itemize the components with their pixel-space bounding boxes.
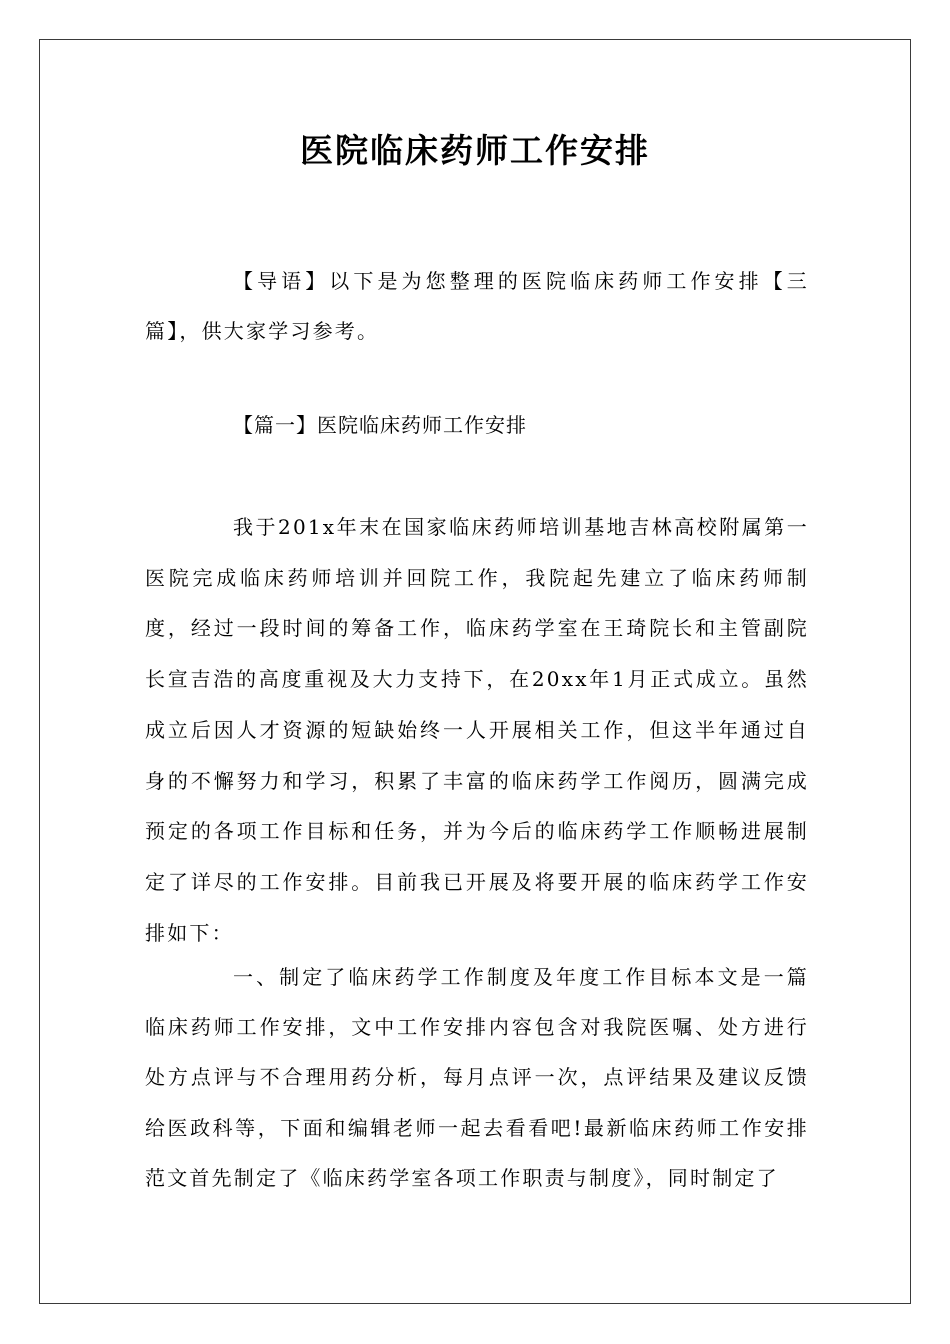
section-heading: 【篇一】医院临床药师工作安排 (233, 413, 527, 437)
body-paragraph-2: 一、制定了临床药学工作制度及年度工作目标本文是一篇临床药师工作安排，文中工作安排内容包含对我院医嘱、处方进行处方点评与不合理用药分析，每月点评一次，点评结果及建议反馈给医政科等，下面和编辑老师一起去看看吧!最新临床药师工作安排范文首先制定了《临床药学室各项工作职责与制度》，同时制定了 (145, 965, 809, 1190)
document-title: 医院临床药师工作安排 (300, 131, 650, 170)
body-paragraph-1: 我于201x年末在国家临床药师培训基地吉林高校附属第一医院完成临床药师培训并回院工作，我院起先建立了临床药师制度，经过一段时间的筹备工作，临床药学室在王琦院长和主管副院长宣吉浩的高度重视及大力支持下，在20xx年1月正式成立。虽然成立后因人才资源的短缺始终一人开展相关工作，但这半年通过自身的不懈努力和学习，积累了丰富的临床药学工作阅历，圆满完成预定的各项工作目标和任务，并为今后的临床药学工作顺畅进展制定了详尽的工作安排。目前我已开展及将要开展的临床药学工作安排如下： (145, 515, 809, 945)
intro-paragraph: 【导语】以下是为您整理的医院临床药师工作安排【三篇】，供大家学习参考。 (145, 269, 809, 343)
